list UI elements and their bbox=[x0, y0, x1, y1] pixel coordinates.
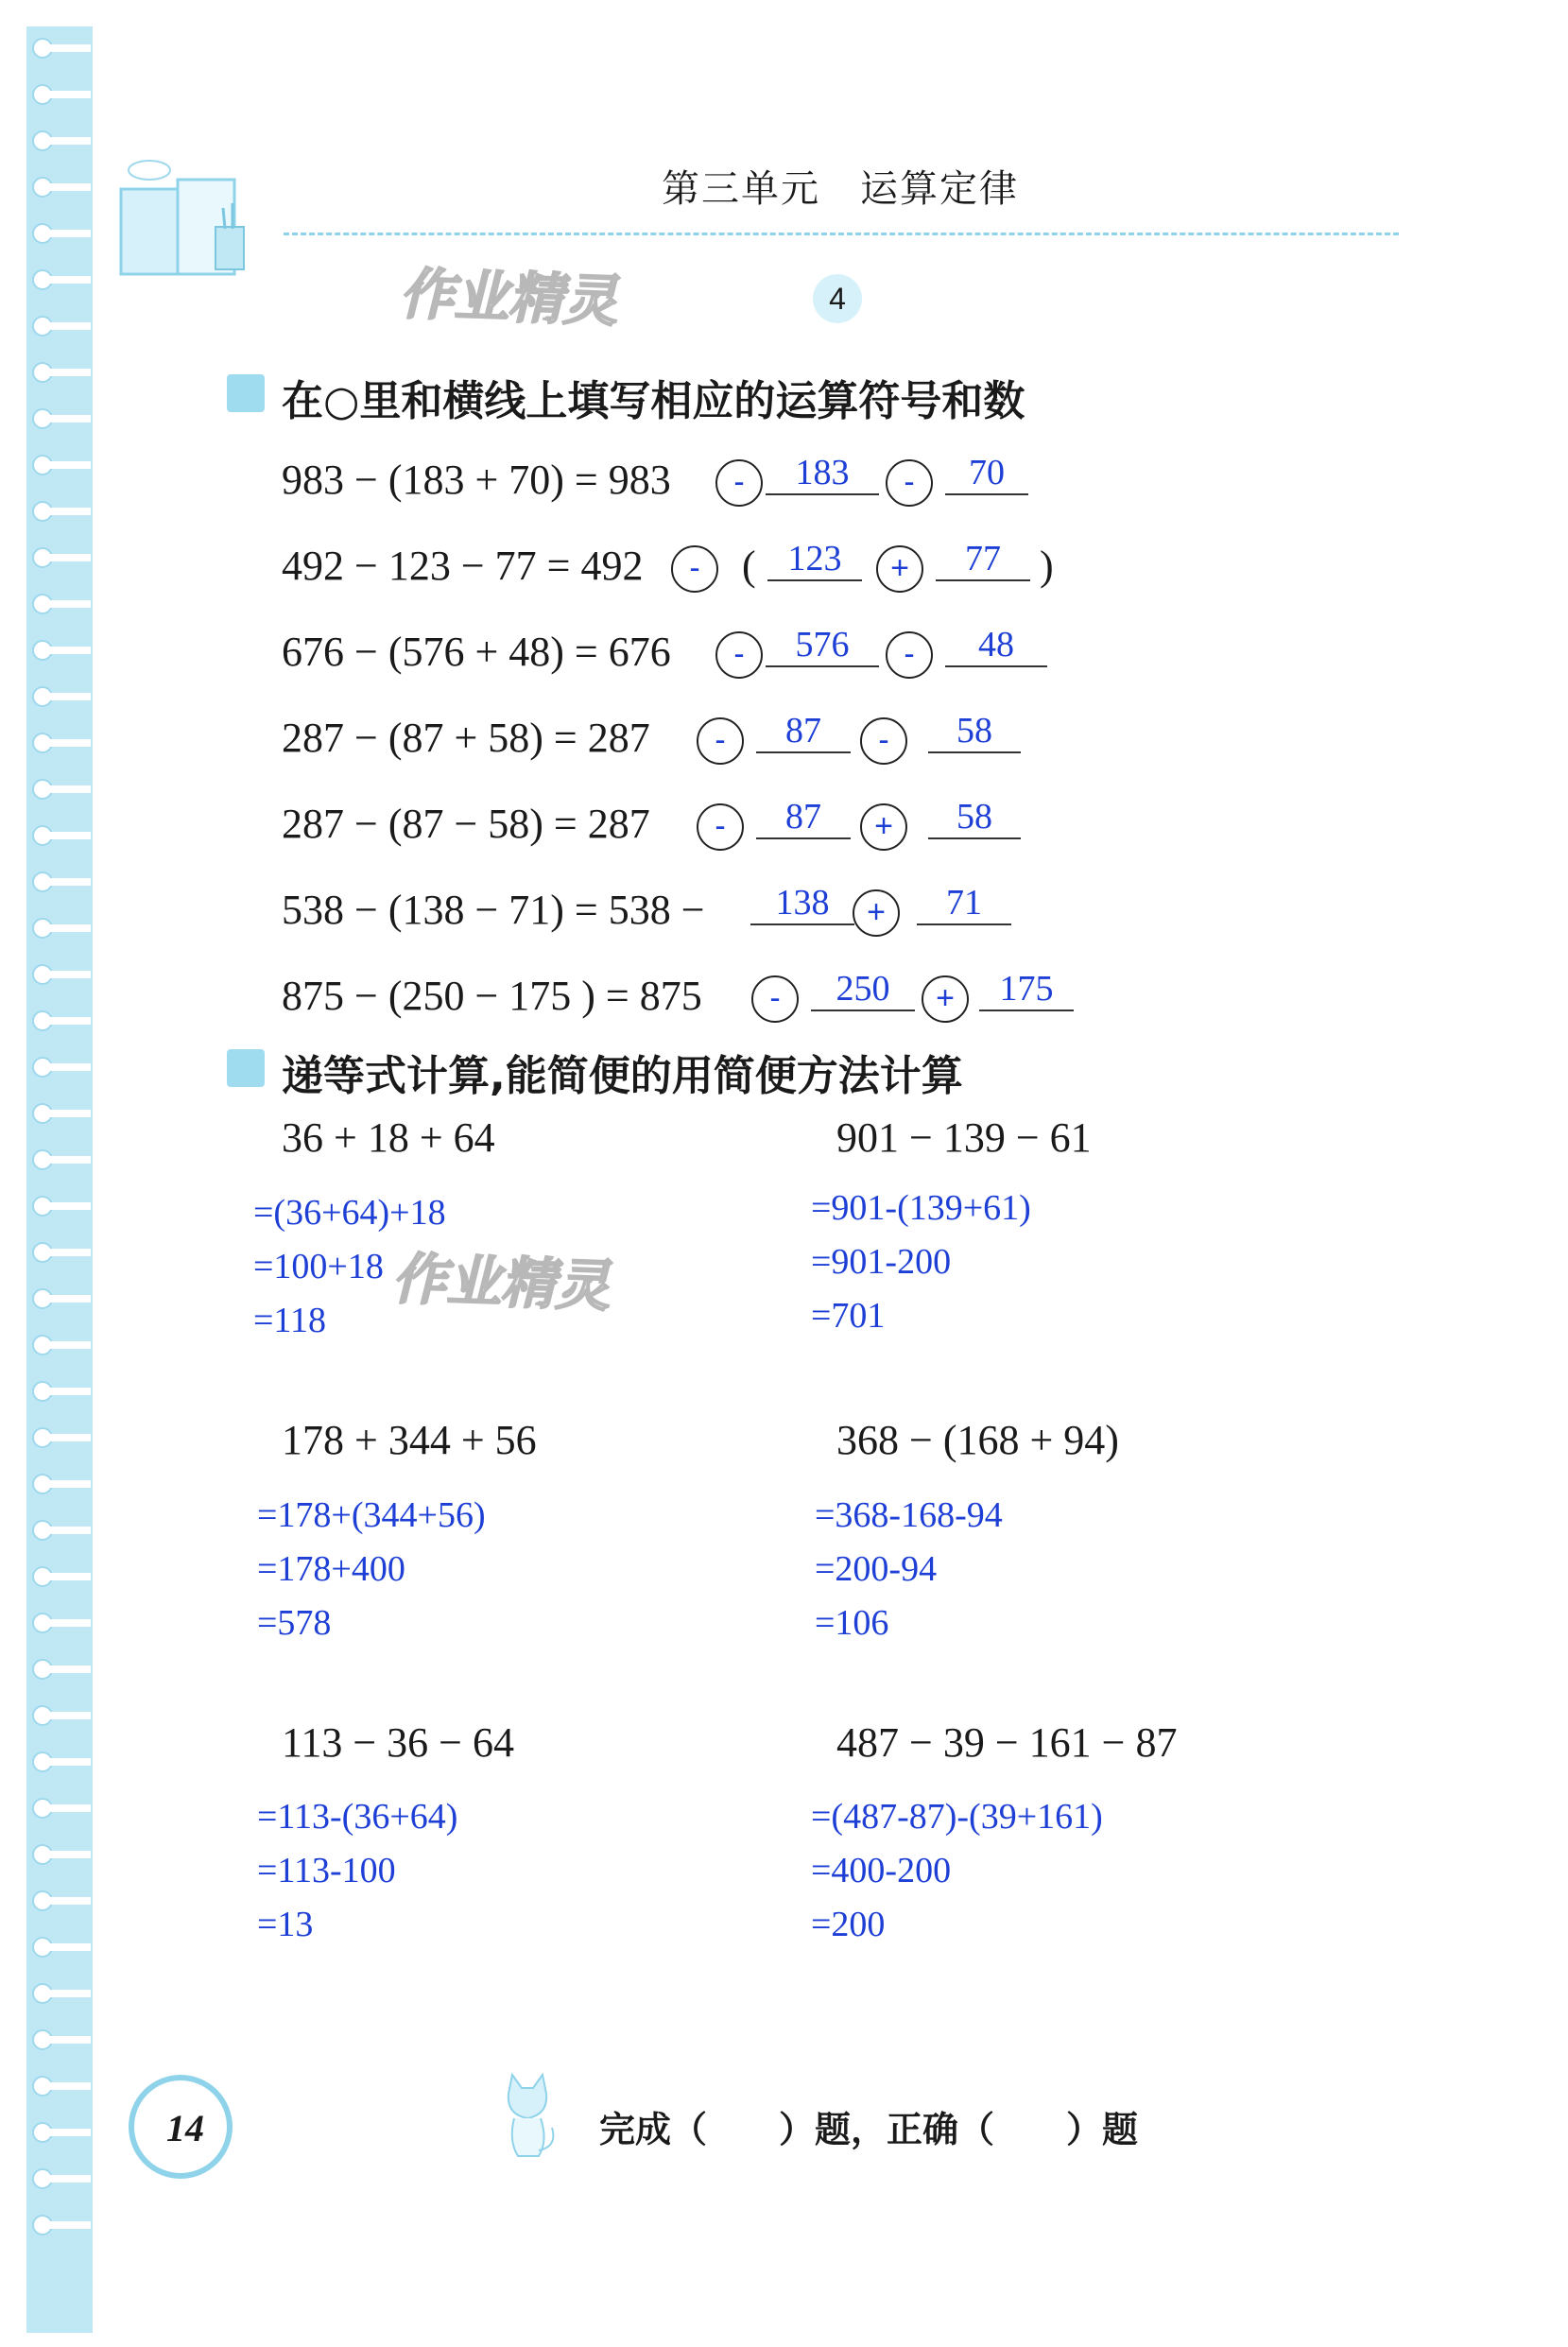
binding-ring bbox=[32, 2215, 89, 2235]
binding-ring bbox=[32, 223, 89, 244]
binding-ring bbox=[32, 779, 89, 800]
operator-circle[interactable]: - bbox=[697, 803, 744, 851]
binding-ring bbox=[32, 1566, 89, 1587]
binding-ring bbox=[32, 130, 89, 151]
operator-circle[interactable]: + bbox=[922, 975, 969, 1023]
answer-blank[interactable]: 58 bbox=[928, 710, 1021, 753]
equation-text: 983 − (183 + 70) = 983 bbox=[282, 457, 671, 503]
answer-blank[interactable]: 58 bbox=[928, 796, 1021, 839]
binding-ring bbox=[32, 316, 89, 337]
answer-step[interactable]: =200 bbox=[811, 1905, 886, 1944]
watermark: 作业精灵 bbox=[388, 1246, 623, 1320]
answer-step[interactable]: =901-200 bbox=[811, 1242, 952, 1282]
answer-step[interactable]: =13 bbox=[257, 1905, 314, 1944]
binding-ring bbox=[32, 547, 89, 568]
fill-in-row bbox=[282, 704, 1132, 770]
right-paren: ) bbox=[1040, 543, 1054, 589]
binding-ring bbox=[32, 1427, 89, 1448]
operator-circle[interactable]: - bbox=[715, 631, 763, 679]
binding-ring bbox=[32, 1474, 89, 1494]
operator-circle[interactable]: - bbox=[860, 717, 907, 765]
binding-ring bbox=[32, 2168, 89, 2189]
binding-ring bbox=[32, 1335, 89, 1355]
operator-circle[interactable]: - bbox=[697, 717, 744, 765]
binding-ring bbox=[32, 1983, 89, 2004]
answer-blank[interactable]: 123 bbox=[767, 538, 862, 581]
binding-ring bbox=[32, 1613, 89, 1633]
cat-icon bbox=[490, 2065, 565, 2160]
binding-ring bbox=[32, 1196, 89, 1217]
operator-circle[interactable]: + bbox=[876, 545, 923, 593]
problem-expression: 36 + 18 + 64 bbox=[282, 1114, 495, 1161]
operator-circle[interactable]: - bbox=[886, 631, 933, 679]
binding-ring bbox=[32, 1752, 89, 1772]
fill-in-row bbox=[282, 618, 1132, 684]
answer-step[interactable]: =118 bbox=[253, 1301, 327, 1340]
answer-blank[interactable]: 183 bbox=[766, 452, 879, 495]
answer-blank[interactable]: 48 bbox=[945, 624, 1047, 667]
problem-expression: 901 − 139 − 61 bbox=[836, 1114, 1092, 1161]
binding-ring bbox=[32, 1890, 89, 1911]
fill-in-row bbox=[282, 876, 1132, 942]
answer-blank[interactable]: 87 bbox=[756, 710, 851, 753]
fill-in-row bbox=[282, 446, 1132, 512]
operator-circle[interactable]: - bbox=[751, 975, 799, 1023]
answer-step[interactable]: =100+18 bbox=[253, 1247, 384, 1286]
binding-ring bbox=[32, 1010, 89, 1031]
section-icon bbox=[227, 374, 265, 412]
section-title: 在○里和横线上填写相应的运算符号和数 bbox=[282, 377, 1025, 425]
answer-blank[interactable]: 87 bbox=[756, 796, 851, 839]
binding-ring bbox=[32, 686, 89, 707]
equation-text: 287 − (87 + 58) = 287 bbox=[282, 715, 650, 761]
equation-text: 492 − 123 − 77 = 492 bbox=[282, 543, 644, 589]
binding-ring bbox=[32, 918, 89, 939]
binding-ring bbox=[32, 455, 89, 475]
answer-step[interactable]: =701 bbox=[811, 1296, 886, 1336]
binding-ring bbox=[32, 594, 89, 614]
answer-blank[interactable]: 250 bbox=[811, 968, 915, 1011]
book-illustration-icon bbox=[112, 151, 263, 293]
operator-circle[interactable]: + bbox=[860, 803, 907, 851]
answer-step[interactable]: =178+(344+56) bbox=[257, 1495, 486, 1535]
binding-ring bbox=[32, 1520, 89, 1541]
binding-ring bbox=[32, 84, 89, 105]
binding-ring bbox=[32, 1937, 89, 1958]
binding-ring bbox=[32, 640, 89, 661]
operator-circle[interactable]: - bbox=[671, 545, 718, 593]
answer-blank[interactable]: 576 bbox=[766, 624, 879, 667]
binding-ring bbox=[32, 362, 89, 383]
binding-ring bbox=[32, 2029, 89, 2050]
answer-step[interactable]: =113-100 bbox=[257, 1851, 396, 1890]
binding-ring bbox=[32, 964, 89, 985]
binding-ring bbox=[32, 1381, 89, 1402]
binding-ring bbox=[32, 1844, 89, 1865]
completion-tally: 完成（ ）题，正确（ ）题 bbox=[599, 2109, 1139, 2150]
answer-step[interactable]: =901-(139+61) bbox=[811, 1188, 1031, 1228]
fill-in-row bbox=[282, 962, 1132, 1028]
binding-ring bbox=[32, 1798, 89, 1819]
answer-blank[interactable]: 77 bbox=[936, 538, 1030, 581]
answer-step[interactable]: =578 bbox=[257, 1603, 332, 1643]
binding-ring bbox=[32, 1705, 89, 1726]
page-number: 14 bbox=[166, 2107, 204, 2149]
answer-blank[interactable]: 71 bbox=[917, 882, 1011, 925]
answer-step[interactable]: =178+400 bbox=[257, 1549, 405, 1589]
binding-ring bbox=[32, 1103, 89, 1124]
header-divider bbox=[284, 233, 1399, 235]
fill-in-row bbox=[282, 790, 1132, 856]
binding-ring bbox=[32, 733, 89, 753]
problem-expression: 178 + 344 + 56 bbox=[282, 1417, 537, 1463]
answer-step[interactable]: =(487-87)-(39+161) bbox=[811, 1797, 1103, 1837]
equation-text: 875 − (250 − 175 ) = 875 bbox=[282, 973, 702, 1019]
answer-step[interactable]: =113-(36+64) bbox=[257, 1797, 458, 1837]
binding-ring bbox=[32, 501, 89, 522]
answer-step[interactable]: =400-200 bbox=[811, 1851, 952, 1890]
binding-ring bbox=[32, 38, 89, 59]
answer-blank[interactable]: 138 bbox=[750, 882, 854, 925]
answer-step[interactable]: =106 bbox=[815, 1603, 889, 1643]
equation-text: 287 − (87 − 58) = 287 bbox=[282, 801, 650, 847]
operator-circle[interactable]: - bbox=[886, 459, 933, 507]
binding-ring bbox=[32, 1242, 89, 1263]
left-paren: ( bbox=[742, 543, 756, 589]
binding-ring bbox=[32, 871, 89, 892]
binding-ring bbox=[32, 1149, 89, 1170]
binding-ring bbox=[32, 1288, 89, 1309]
answer-step[interactable]: =(36+64)+18 bbox=[253, 1193, 446, 1233]
answer-blank[interactable]: 70 bbox=[945, 452, 1028, 495]
lesson-badge: 4 bbox=[813, 274, 862, 323]
operator-circle[interactable]: + bbox=[853, 889, 900, 937]
binding-ring bbox=[32, 1659, 89, 1680]
binding-ring bbox=[32, 177, 89, 198]
binding-ring bbox=[32, 1057, 89, 1078]
problem-expression: 368 − (168 + 94) bbox=[836, 1417, 1119, 1463]
section-title: 递等式计算,能简便的用简便方法计算 bbox=[282, 1052, 963, 1100]
answer-step[interactable]: =200-94 bbox=[815, 1549, 938, 1589]
binding-ring bbox=[32, 2076, 89, 2097]
equation-text: 538 − (138 − 71) = 538 − bbox=[282, 887, 705, 933]
operator-circle[interactable]: - bbox=[715, 459, 763, 507]
binding-ring bbox=[32, 825, 89, 846]
problem-expression: 113 − 36 − 64 bbox=[282, 1719, 514, 1766]
fill-in-row bbox=[282, 532, 1132, 598]
answer-blank[interactable]: 175 bbox=[979, 968, 1074, 1011]
equation-text: 676 − (576 + 48) = 676 bbox=[282, 629, 671, 675]
binding-ring bbox=[32, 269, 89, 290]
answer-step[interactable]: =368-168-94 bbox=[815, 1495, 1003, 1535]
problem-expression: 487 − 39 − 161 − 87 bbox=[836, 1719, 1178, 1766]
binding-ring bbox=[32, 408, 89, 429]
page-header-title: 第三单元 运算定律 bbox=[662, 167, 1019, 211]
section-icon bbox=[227, 1049, 265, 1087]
watermark: 作业精灵 bbox=[396, 261, 630, 335]
binding-ring bbox=[32, 2122, 89, 2143]
